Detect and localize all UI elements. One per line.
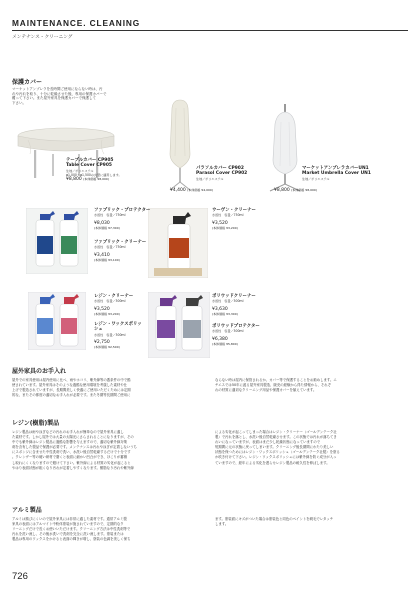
cover-extra: φ1,000〜φ1,500の丸型に適用します。 bbox=[66, 173, 122, 178]
resin-line: 短期間に元の状態に戻ってしまいます。クリーニング後長期間にわたり美しい bbox=[215, 445, 334, 450]
resin-line: にスポンジに含ませた中性洗剤で洗い、水洗い後自然乾燥するだけで十分です bbox=[12, 450, 131, 455]
price-suffix: (本体価格 ¥8,000) bbox=[83, 177, 109, 182]
cover-material: 生地／ポリエステル bbox=[66, 168, 94, 173]
resin-section-left bbox=[12, 430, 208, 471]
resin-line: し取れにくくなりますので避けて下さい。紫外線による材質の劣化が起こると bbox=[12, 460, 131, 465]
cover-body-line: 覆って下さい。また屋外家具を保護カバーで保護して bbox=[12, 96, 96, 101]
cover-price-umbrella bbox=[274, 188, 317, 193]
care-section-title: 屋外家具のお手入れ bbox=[12, 368, 67, 375]
cover-name-en: Table Cover CP905 bbox=[66, 163, 112, 169]
product-price bbox=[212, 221, 272, 232]
care-section-left bbox=[12, 378, 208, 398]
price-suffix: (本体価格 ¥7,300) bbox=[94, 226, 120, 231]
resin-line: ていますので、経年による劣化を遅らせレジン製品の耐久性を伸ばします。 bbox=[215, 460, 330, 465]
resin-line: 製）で汚れを落とし、水洗い後自然乾燥させます。この状態では汚れが落ちてき bbox=[215, 435, 337, 440]
resin-line: か吹き付けて下さい。レジン・ワックスポリッシュには紫外線を防ぐ成分が入っ bbox=[215, 455, 337, 460]
care-line: 的な、またその都度の適切なお手入れが必要です。また冬期等長期間ご使用に bbox=[12, 393, 131, 398]
product-spec: 水溶性 容量／750ml bbox=[212, 213, 244, 218]
cover-section-title: 保護カバー bbox=[12, 79, 43, 86]
price-suffix: (本体価格 ¥3,100) bbox=[94, 258, 120, 263]
product-spec: 水溶性 容量／500ml bbox=[94, 332, 126, 337]
product-polywood-cleaner bbox=[212, 294, 272, 317]
product-fabric-cleaner bbox=[94, 240, 152, 263]
product-name: レジン・ワックスポリッシュ bbox=[94, 322, 142, 333]
product-spec: 水溶性 容量／500ml bbox=[94, 299, 126, 304]
product-resin-cleaner bbox=[94, 294, 152, 317]
aluminum-section-title: アルミ製品 bbox=[12, 507, 42, 514]
cover-body-line: マーケットアンブレラを長時間ご使用にならない時は、汚 bbox=[12, 87, 103, 91]
care-line: 上げで製造されていますが、長期間美しく快適にご使用いただくためには定期 bbox=[12, 388, 131, 393]
cover-name-en: Parasol Cover CP902 bbox=[196, 171, 248, 177]
resin-section-title: レジン(樹脂)製品 bbox=[12, 420, 60, 427]
price-value: ¥2,750 bbox=[94, 340, 110, 346]
page-number: 726 bbox=[12, 571, 28, 582]
aluminum-line: 製品は専用のワックスをかけると表面の輝きが増し、塗装の色調を美しく保ち bbox=[12, 537, 131, 542]
price-suffix: (本体価格 ¥2,500) bbox=[94, 345, 120, 350]
aluminum-line: 家具の表面にはアルマイト中粉体塗装が施されていますので、定期的なク bbox=[12, 522, 124, 527]
aluminum-line: アルミは錆びにくいので屋外家具には非常に適した素材です。通常アルミ製 bbox=[12, 517, 127, 521]
care-line: れの材質に適切なクリーニング用品や保護カバーを揃えています。 bbox=[215, 388, 317, 393]
aluminum-section-right bbox=[215, 517, 411, 527]
woven-cleaner-photo bbox=[148, 208, 208, 278]
cover-name-jp: マーケットアンブレラカバーUN1 bbox=[302, 166, 369, 171]
price-value: ¥3,630 bbox=[212, 306, 228, 312]
price-suffix: (本体価格 ¥3,200) bbox=[212, 226, 238, 231]
parasol-cover-photo bbox=[160, 98, 200, 192]
cover-price bbox=[66, 177, 158, 182]
product-spec: 水溶性 容量／750ml bbox=[94, 245, 126, 250]
product-name: レジン・クリーナー bbox=[94, 294, 134, 299]
product-woven-cleaner bbox=[212, 208, 272, 231]
product-name: ファブリック・クリーナー bbox=[94, 240, 147, 245]
product-price bbox=[94, 253, 152, 264]
care-line: ならない時は屋内に保管されるか、カバー等で保護することをお勧めします。ニ bbox=[215, 378, 337, 382]
resin-line: による劣化が起こってしまった場合はレジン・クリーナー（ゴールデンテーク社 bbox=[215, 430, 337, 434]
resin-line: 。クレンザー等の硬い研材で磨くと表面に細かい凹凸ができ、ほこりが蓄積 bbox=[12, 455, 128, 460]
product-fabric-protector bbox=[94, 208, 152, 231]
aluminum-line: ます。塗装面にキズがついた場合は塗装色と同色のペイントを刷毛でレタッチ bbox=[215, 517, 334, 521]
price-suffix: (本体価格 ¥3,300) bbox=[212, 312, 238, 317]
price-suffix: (本体価格 ¥5,800) bbox=[212, 342, 238, 347]
page-header-subtitle: メンテナンス・クリーニング bbox=[12, 35, 73, 40]
product-price bbox=[94, 221, 152, 232]
product-price bbox=[212, 337, 272, 348]
price-suffix: (本体価格 ¥3,200) bbox=[94, 312, 120, 317]
resin-line: レジン製品は雨や泳ぎなどの汚れのお手入れが簡単なので屋外家具に適し bbox=[12, 430, 124, 434]
resin-products-photo bbox=[28, 292, 86, 350]
cover-name-jp: パラソルカバー CP902 bbox=[196, 166, 244, 171]
resin-line: 中でも紫外線はレジン製品に過酷な影響を与えますので、適切な紫外線対策 bbox=[12, 440, 128, 445]
aluminum-section-left bbox=[12, 517, 208, 542]
care-line: チエスでは50年に渡る屋外家具製造、販売の経験から得た情報から、それぞ bbox=[215, 383, 332, 388]
polywood-products-photo bbox=[148, 292, 210, 358]
cover-section-body bbox=[12, 87, 120, 105]
cover-item-parasol bbox=[196, 166, 266, 181]
cover-name-jp: テーブルカバー CP905 bbox=[66, 158, 114, 163]
product-spec: 水溶性 容量／500ml bbox=[212, 329, 244, 334]
resin-line: やはり表面状態が粗くなり汚れが定着しやすくなります。樹脂なり汚れや紫外線 bbox=[12, 465, 134, 470]
product-name: ウーヴン・クリーナー bbox=[212, 208, 256, 213]
product-spec: 水溶性 容量／750ml bbox=[94, 213, 126, 218]
price-suffix: (本体価格 ¥8,000) bbox=[291, 188, 317, 192]
price-value: ¥3,410 bbox=[94, 252, 110, 258]
product-name: ポリウッドプロテクター bbox=[212, 324, 260, 329]
product-spec: 水溶性 容量／500ml bbox=[212, 299, 244, 304]
product-resin-wax bbox=[94, 322, 146, 351]
resin-line: 剤を含有した製品で保護が必要です。メンテナンスは汚れや泳ぎが定着しないうち bbox=[12, 445, 137, 450]
product-name: ファブリック・プロテクター bbox=[94, 208, 151, 213]
resin-line: 状態を保つためにはレジン・ワックスポリッシュ（ゴールデンテーク社製）を塗る bbox=[215, 450, 340, 455]
cover-material: 生地／ポリエステル bbox=[302, 176, 330, 181]
resin-line: れいになっていますが、表面はまだ少し乾燥状態になっていますので bbox=[215, 440, 321, 445]
product-name: ポリウッドクリーナー bbox=[212, 294, 256, 299]
cover-body-line: 下さい。 bbox=[12, 100, 26, 105]
price-value: ¥3,520 bbox=[94, 306, 110, 312]
price-value: ¥4,400 bbox=[170, 188, 186, 193]
aluminum-line: リーニングだけで長くお使いいただけます。クリーニング方法は中性洗剤等で bbox=[12, 527, 131, 532]
price-value: ¥6,380 bbox=[212, 336, 228, 342]
price-value: ¥8,030 bbox=[94, 220, 110, 226]
cover-item-umbrella bbox=[302, 166, 412, 181]
header-rule bbox=[12, 30, 408, 31]
care-section-right bbox=[215, 378, 411, 393]
page-header-title: MAINTENANCE. CLEANING bbox=[12, 18, 141, 28]
care-line: 使されています。屋外家具はそのような過酷な使用環境を考慮した素材や仕 bbox=[12, 383, 128, 388]
resin-line: た素材です。しかし屋外では大量の太陽光にさらされることになりますが、その bbox=[12, 435, 134, 440]
price-suffix: (本体価格 ¥4,000) bbox=[187, 188, 213, 192]
product-price bbox=[212, 307, 272, 318]
price-value: ¥8,800 bbox=[66, 177, 82, 183]
cover-material: 生地／ポリエステル bbox=[196, 176, 224, 181]
resin-section-right bbox=[215, 430, 411, 466]
cover-body-line: れや汚れを取り、十分に乾燥させた後、専用の保護カバーで bbox=[12, 91, 107, 96]
product-price bbox=[94, 307, 152, 318]
aluminum-line: 汚れを洗い流し、その後水洗いで洗剤を完全に洗い流します。塗装または bbox=[12, 532, 124, 537]
price-value: ¥3,520 bbox=[212, 220, 228, 226]
product-polywood-protector bbox=[212, 324, 272, 347]
price-value: ¥8,800 bbox=[274, 188, 290, 193]
care-line: 屋外での家具使用は屋内使用に比べ、雨やホコリ、紫外線等の悪条件の中で酷 bbox=[12, 378, 131, 382]
fabric-products-photo bbox=[26, 208, 88, 274]
cover-price-parasol bbox=[170, 188, 213, 193]
product-price bbox=[94, 340, 146, 351]
aluminum-line: します。 bbox=[215, 522, 229, 527]
cover-item-table bbox=[66, 158, 158, 183]
cover-name-en: Market Umbrella Cover UN1 bbox=[302, 171, 371, 177]
